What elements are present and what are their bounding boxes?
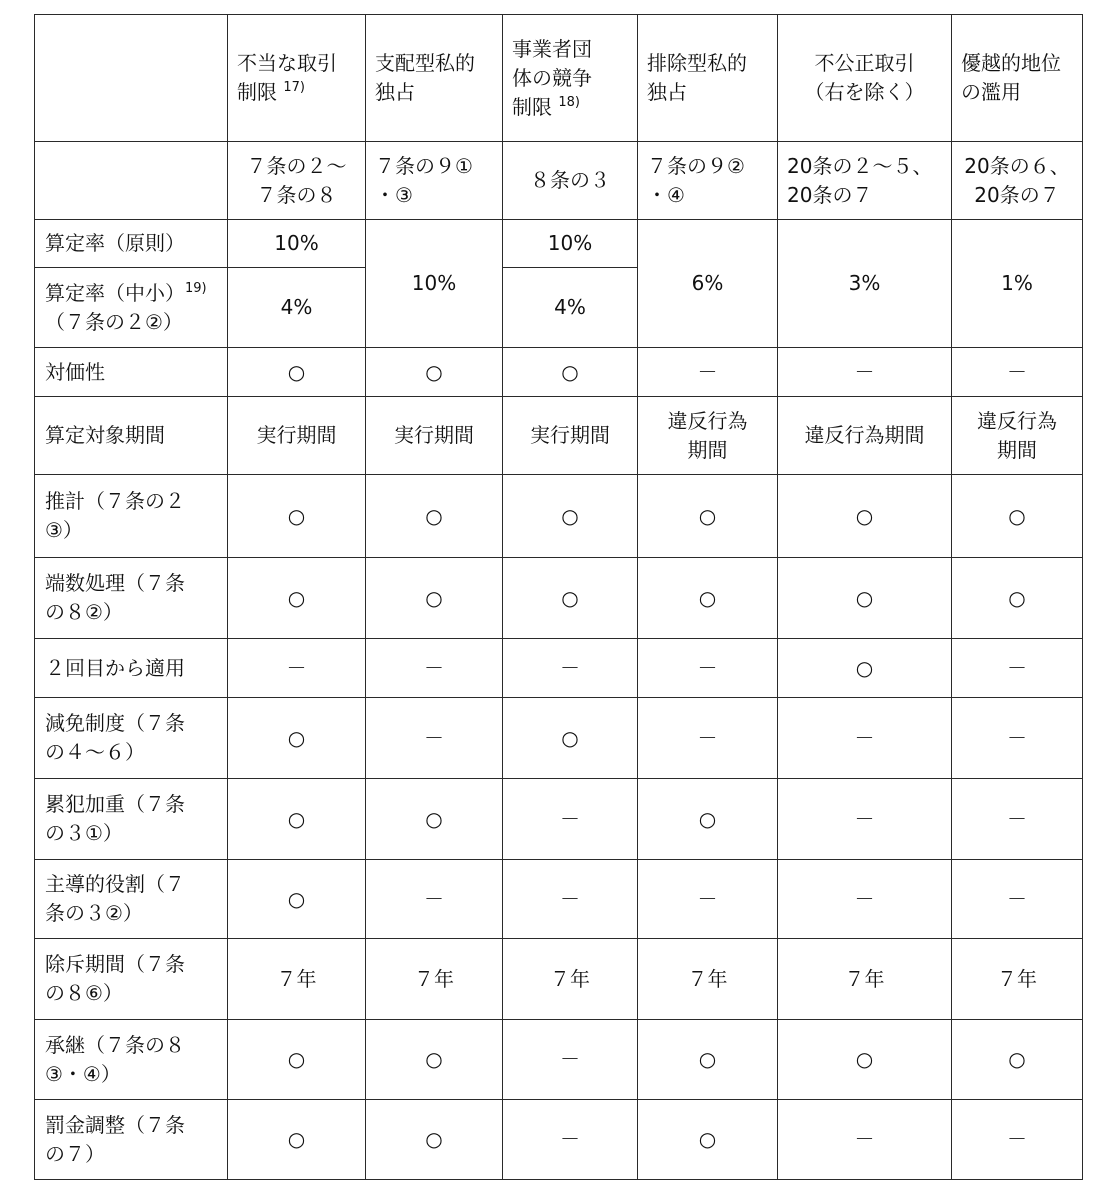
rate-principle-col-1: 10% bbox=[228, 220, 366, 268]
row-value-cell: ○ bbox=[952, 1020, 1083, 1100]
table-row bbox=[35, 639, 1083, 698]
footnote-17: 17) bbox=[283, 80, 305, 95]
header-col-1 bbox=[228, 15, 366, 142]
header-col-4-line-2: 独占 bbox=[647, 80, 687, 104]
row-value-cell: ○ bbox=[228, 698, 366, 779]
header-col-5-line-1: 不公正取引 bbox=[814, 51, 915, 75]
comparison-rows bbox=[35, 348, 1083, 1180]
row-value-cell: － bbox=[638, 860, 778, 939]
row-value-line: 実行期間 bbox=[256, 423, 337, 447]
header-col-6 bbox=[952, 15, 1083, 142]
row-label-line: 減免制度（７条 bbox=[45, 711, 185, 735]
row-value-cell: ○ bbox=[503, 348, 638, 397]
row-value-cell: － bbox=[952, 860, 1083, 939]
row-value-cell: ７年 bbox=[952, 939, 1083, 1020]
article-col-3 bbox=[503, 142, 638, 220]
row-value-cell: － bbox=[638, 698, 778, 779]
rate-sme-col-1: 4% bbox=[228, 268, 366, 348]
header-col-4-line-1: 排除型私的 bbox=[647, 51, 747, 75]
row-value-cell: － bbox=[503, 860, 638, 939]
row-value-cell: ○ bbox=[366, 1100, 503, 1180]
row-value-cell bbox=[952, 397, 1083, 475]
row-value-line: 実行期間 bbox=[530, 423, 610, 447]
row-value-cell: ○ bbox=[638, 779, 778, 860]
row-label bbox=[35, 639, 228, 698]
row-label-line: 算定対象期間 bbox=[45, 423, 165, 447]
header-col-2-line-2: 独占 bbox=[375, 80, 415, 104]
header-col-1-line-2: 制限 bbox=[237, 80, 277, 104]
row-label-line: 推計（７条の２ bbox=[45, 489, 185, 513]
rate-col-4: 6% bbox=[638, 220, 778, 348]
row-value-cell: ○ bbox=[228, 1020, 366, 1100]
rate-sme-label-line-1: 算定率（中小） bbox=[45, 280, 185, 305]
row-label-line: 条の３②） bbox=[45, 901, 143, 925]
article-row bbox=[35, 142, 1083, 220]
row-value-line: 期間 bbox=[997, 437, 1037, 462]
surcharge-comparison-table bbox=[34, 14, 1083, 1180]
row-label bbox=[35, 1020, 228, 1100]
table-row bbox=[35, 779, 1083, 860]
row-value-cell: ○ bbox=[228, 1100, 366, 1180]
row-value-cell: ７年 bbox=[638, 939, 778, 1020]
row-label-line: 承継（７条の８ bbox=[45, 1032, 185, 1057]
article-col-3-line-1: ８条の３ bbox=[530, 168, 610, 192]
row-value-cell: ○ bbox=[638, 1020, 778, 1100]
row-value-cell: － bbox=[366, 860, 503, 939]
row-label-line: の８②） bbox=[45, 600, 123, 624]
rate-sme-label-line-2: （７条の２②） bbox=[45, 309, 183, 334]
article-col-4-line-1: ７条の９② bbox=[647, 153, 745, 178]
row-value-cell: ○ bbox=[503, 558, 638, 639]
header-col-6-line-1: 優越的地位 bbox=[961, 51, 1061, 75]
article-col-2-line-1: ７条の９① bbox=[375, 153, 473, 178]
table-row bbox=[35, 1100, 1083, 1180]
row-value-cell: － bbox=[778, 779, 952, 860]
row-label-line: の８⑥） bbox=[45, 981, 123, 1005]
header-col-2 bbox=[366, 15, 503, 142]
row-value-cell: ７年 bbox=[228, 939, 366, 1020]
article-col-5-line-2: 20条の７ bbox=[787, 182, 873, 207]
row-value-cell: ７年 bbox=[503, 939, 638, 1020]
table-row bbox=[35, 397, 1083, 475]
row-value-cell: ○ bbox=[366, 475, 503, 558]
row-value-line: 違反行為 bbox=[977, 408, 1057, 433]
row-label-line: の４～６） bbox=[45, 740, 145, 764]
row-label-line: 対価性 bbox=[45, 359, 105, 384]
row-value-cell: － bbox=[503, 639, 638, 698]
table-row bbox=[35, 1020, 1083, 1100]
footnote-18: 18) bbox=[558, 94, 580, 110]
row-label-line: ③） bbox=[45, 518, 83, 542]
row-value-cell: ○ bbox=[366, 1020, 503, 1100]
row-value-cell bbox=[228, 397, 366, 475]
row-value-cell: － bbox=[366, 639, 503, 698]
footnote-19: 19) bbox=[185, 280, 207, 296]
corner-cell bbox=[35, 15, 228, 142]
row-value-cell: － bbox=[952, 639, 1083, 698]
rate-principle-label: 算定率（原則） bbox=[35, 220, 228, 268]
header-col-3-line-2: 体の競争 bbox=[512, 65, 592, 90]
row-label bbox=[35, 348, 228, 397]
row-value-cell: ７年 bbox=[366, 939, 503, 1020]
row-label-line: 除斥期間（７条 bbox=[45, 952, 185, 976]
row-value-cell: － bbox=[638, 639, 778, 698]
row-label bbox=[35, 475, 228, 558]
row-value-cell bbox=[638, 397, 778, 475]
row-value-cell: ○ bbox=[638, 558, 778, 639]
rate-principle-row bbox=[35, 220, 1083, 268]
row-value-cell: － bbox=[778, 348, 952, 397]
row-value-cell: ○ bbox=[228, 348, 366, 397]
row-value-cell: ○ bbox=[778, 1020, 952, 1100]
article-col-1-line-2: ７条の８ bbox=[256, 182, 337, 207]
row-value-cell bbox=[366, 397, 503, 475]
row-value-cell: ○ bbox=[366, 558, 503, 639]
header-col-3-line-3: 制限 bbox=[512, 94, 552, 119]
header-row bbox=[35, 15, 1083, 142]
row-value-cell: ○ bbox=[366, 348, 503, 397]
article-col-4-line-2: ・④ bbox=[647, 182, 685, 207]
row-label-line: 主導的役割（７ bbox=[45, 872, 185, 896]
row-value-cell: － bbox=[366, 698, 503, 779]
row-value-cell: ○ bbox=[228, 475, 366, 558]
row-value-cell: ○ bbox=[228, 558, 366, 639]
article-col-5-line-1: 20条の２～５、 bbox=[787, 153, 933, 178]
row-value-cell: ○ bbox=[778, 558, 952, 639]
header-col-5-line-2: （右を除く） bbox=[804, 80, 925, 104]
table-row bbox=[35, 475, 1083, 558]
row-label-line: ③・④） bbox=[45, 1061, 121, 1086]
table-row bbox=[35, 939, 1083, 1020]
table-row bbox=[35, 860, 1083, 939]
row-value-cell: － bbox=[228, 639, 366, 698]
row-label bbox=[35, 779, 228, 860]
row-value-cell: ７年 bbox=[778, 939, 952, 1020]
row-value-line: 期間 bbox=[687, 437, 728, 462]
row-value-line: 実行期間 bbox=[394, 423, 474, 447]
row-value-cell: ○ bbox=[503, 475, 638, 558]
row-value-cell bbox=[503, 397, 638, 475]
header-col-6-line-2: の濫用 bbox=[961, 80, 1021, 104]
row-value-cell: － bbox=[778, 698, 952, 779]
comparison-table-page bbox=[34, 14, 1083, 1180]
article-row-label bbox=[35, 142, 228, 220]
article-col-4 bbox=[638, 142, 778, 220]
header-col-3-line-1: 事業者団 bbox=[512, 36, 592, 61]
header-col-5 bbox=[778, 15, 952, 142]
row-value-line: 違反行為 bbox=[667, 408, 748, 433]
table-row bbox=[35, 698, 1083, 779]
row-value-cell: ○ bbox=[638, 1100, 778, 1180]
row-label bbox=[35, 939, 228, 1020]
rate-col-2: 10% bbox=[366, 220, 503, 348]
header-col-3 bbox=[503, 15, 638, 142]
rate-sme-label bbox=[35, 268, 228, 348]
row-value-cell: － bbox=[503, 1100, 638, 1180]
row-value-cell: － bbox=[952, 698, 1083, 779]
row-value-cell: － bbox=[778, 860, 952, 939]
row-value-line: 違反行為期間 bbox=[804, 423, 925, 447]
row-value-cell: ○ bbox=[952, 558, 1083, 639]
row-value-cell: ○ bbox=[228, 860, 366, 939]
row-value-cell: － bbox=[952, 779, 1083, 860]
rate-principle-col-3: 10% bbox=[503, 220, 638, 268]
row-label-line: の３①） bbox=[45, 821, 123, 845]
rate-sme-col-3: 4% bbox=[503, 268, 638, 348]
row-value-cell: － bbox=[503, 1020, 638, 1100]
row-value-cell: － bbox=[952, 1100, 1083, 1180]
row-label-line: 累犯加重（７条 bbox=[45, 792, 185, 816]
row-value-cell: ○ bbox=[228, 779, 366, 860]
row-value-cell: ○ bbox=[778, 639, 952, 698]
header-col-1-line-1: 不当な取引 bbox=[237, 51, 337, 75]
row-value-cell: － bbox=[638, 348, 778, 397]
article-col-2 bbox=[366, 142, 503, 220]
article-col-6-line-1: 20条の６、 bbox=[964, 153, 1070, 178]
article-col-1 bbox=[228, 142, 366, 220]
row-label-line: 端数処理（７条 bbox=[45, 571, 185, 595]
article-col-5 bbox=[778, 142, 952, 220]
rate-col-5: 3% bbox=[778, 220, 952, 348]
row-label bbox=[35, 558, 228, 639]
row-label bbox=[35, 1100, 228, 1180]
row-value-cell: － bbox=[952, 348, 1083, 397]
row-value-cell: － bbox=[503, 779, 638, 860]
row-label bbox=[35, 698, 228, 779]
row-label bbox=[35, 860, 228, 939]
header-col-2-line-1: 支配型私的 bbox=[375, 51, 475, 75]
row-label-line: の７） bbox=[45, 1141, 105, 1166]
row-value-cell: ○ bbox=[638, 475, 778, 558]
article-col-6 bbox=[952, 142, 1083, 220]
article-col-1-line-1: ７条の２～ bbox=[246, 153, 347, 178]
article-col-6-line-2: 20条の７ bbox=[974, 182, 1060, 207]
row-label bbox=[35, 397, 228, 475]
table-row bbox=[35, 348, 1083, 397]
row-label-line: 罰金調整（７条 bbox=[45, 1112, 185, 1137]
row-label-line: ２回目から適用 bbox=[45, 655, 185, 680]
article-col-2-line-2: ・③ bbox=[375, 182, 413, 207]
row-value-cell bbox=[778, 397, 952, 475]
row-value-cell: － bbox=[778, 1100, 952, 1180]
row-value-cell: ○ bbox=[366, 779, 503, 860]
table-row bbox=[35, 558, 1083, 639]
row-value-cell: ○ bbox=[503, 698, 638, 779]
row-value-cell: ○ bbox=[952, 475, 1083, 558]
row-value-cell: ○ bbox=[778, 475, 952, 558]
rate-col-6: 1% bbox=[952, 220, 1083, 348]
header-col-4 bbox=[638, 15, 778, 142]
